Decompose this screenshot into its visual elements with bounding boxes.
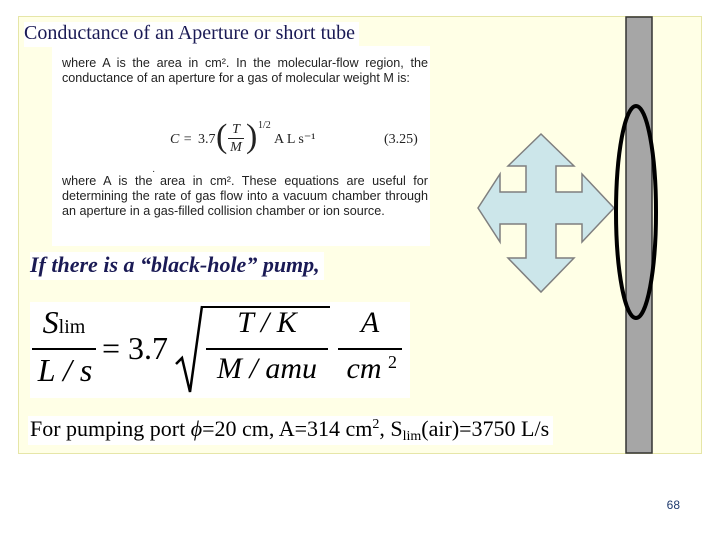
excerpt-paragraph-2: where A is the area in cm². These equations are useful for determining the rate of gas flow into a vacuum chamber through an aperture in a gas-filled collision chamber or ion source. bbox=[62, 174, 428, 218]
page-number: 68 bbox=[666, 498, 680, 512]
formula-m-over-amu: M / amu bbox=[217, 352, 317, 385]
scanned-excerpt: where A is the area in cm². In the molecular-flow region, the conductance of an aperture for a gas of molecular weight M is: C = 3.7 ( T M ) 1/2 A L s⁻¹ (3.25) · where A is the area in cm². These equations are useful for determining the rate of gas flow into a vacuum chamber through an aperture in a gas-filled collision chamber or ion source. bbox=[52, 46, 430, 246]
formula-s: S bbox=[42, 304, 59, 340]
equation-lhs: C = bbox=[170, 132, 193, 147]
four-way-arrow-icon bbox=[478, 134, 614, 292]
phi-symbol: ϕ bbox=[190, 416, 203, 441]
formula-t-over-k: T / K bbox=[237, 306, 297, 339]
formula-cm-exponent: 2 bbox=[388, 352, 397, 372]
pumping-port-line: For pumping port ϕ=20 cm, A=314 $cm^2$, $S_{lim}(air)=3750$ L/s bbox=[28, 416, 553, 445]
formula-s-sub: lim bbox=[58, 316, 86, 338]
slide-title: Conductance of an Aperture or short tube bbox=[24, 22, 359, 47]
conductance-equation: C = 3.7 ( T M ) 1/2 A L s⁻¹ (3.25) bbox=[170, 118, 418, 155]
equation-number: (3.25) bbox=[384, 132, 418, 147]
formula-cm: cm bbox=[346, 352, 382, 385]
formula-a: A bbox=[360, 306, 380, 339]
excerpt-paragraph-1: where A is the area in cm². In the molecular-flow region, the conductance of an aperture for a gas of molecular weight M is: bbox=[62, 56, 428, 85]
formula-equals: = 3.7 bbox=[102, 330, 169, 366]
equation-coefficient: 3.7 bbox=[198, 132, 216, 147]
formula-l-over-s: L / s bbox=[37, 352, 93, 388]
equation-units: A L s⁻¹ bbox=[274, 132, 316, 147]
black-hole-statement: If there is a “black-hole” pump, bbox=[30, 252, 324, 280]
equation-numerator: T bbox=[232, 122, 240, 137]
equation-denominator: M bbox=[230, 140, 242, 155]
vertical-tube-icon bbox=[626, 17, 652, 453]
equation-exponent: 1/2 bbox=[258, 120, 271, 131]
